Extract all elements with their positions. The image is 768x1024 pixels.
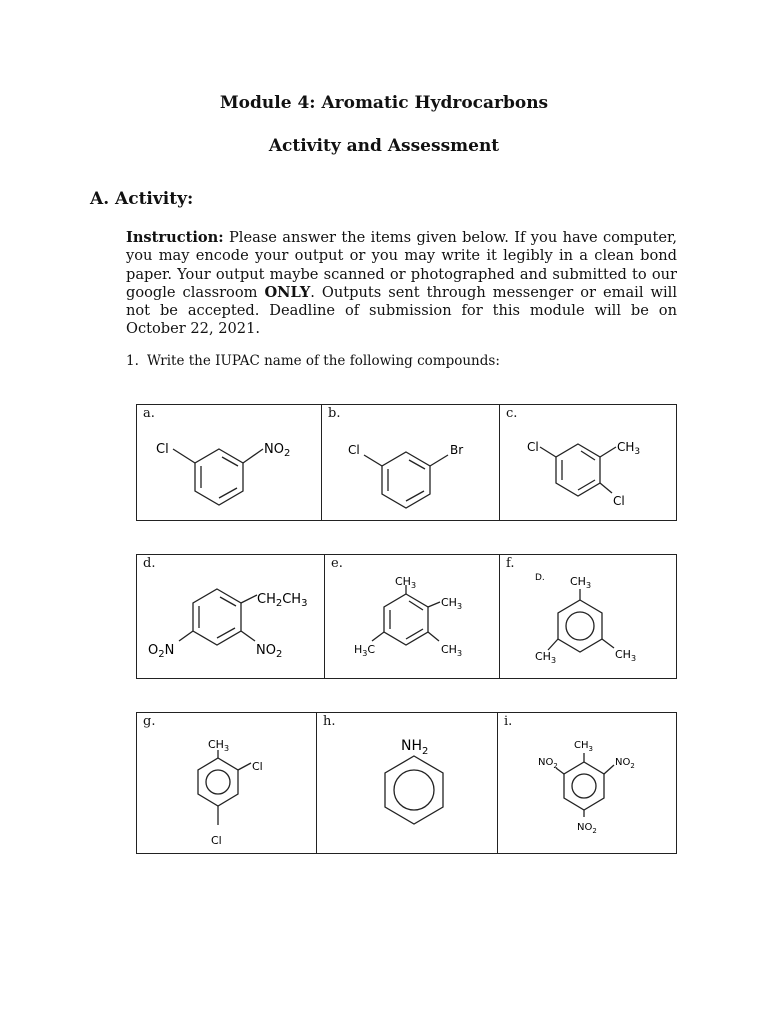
compound-cell-i [497,712,677,854]
section-heading: A. Activity: [90,189,194,209]
compound-label: g. [143,714,156,729]
group-label: $NO_2$ [615,757,635,770]
instruction-label: Instruction: [126,229,224,246]
group-label: $CH_3$ [617,440,641,457]
compound-row-2 [136,554,677,679]
structure-c [500,405,678,522]
group-label: $NO_2$ [256,643,283,660]
compound-label: a. [143,406,155,421]
group-label: $NO_2$ [264,442,291,459]
compound-row-1 [136,404,677,521]
structure-d [137,555,326,680]
group-label: Cl [348,443,360,457]
group-label: $CH_3$ [208,738,230,753]
compound-cell-b [321,404,500,521]
question-item [126,353,500,369]
instruction-text-2: . Outputs sent through messenger or email will not be accepted. Deadline of submission for this module will be on October 22, 2021. [126,283,677,338]
group-label: Br [450,443,464,457]
compound-label: d. [143,556,156,571]
group-label: Cl [211,834,222,847]
group-label: Cl [527,440,539,454]
module-title: Module 4: Aromatic Hydrocarbons [219,93,549,113]
instruction-text-1: Please answer the items given below. If you have computer, you may encode your output or you may write it legibly in a clean bond paper. Your output maybe scanned or photographed and submitted to our google classroom [126,229,677,301]
group-label: $CH_3$ [535,650,557,665]
structure-b [322,405,501,522]
compound-label: f. [506,556,515,571]
group-label: Cl [252,760,263,773]
group-label: Cl [613,494,625,508]
group-label: $CH_3$ [395,575,417,590]
structure-e [325,555,501,680]
instruction-emphasis: ONLY [264,283,311,301]
structure-g [137,713,318,855]
group-label: $CH_3$ [441,643,463,658]
compound-label: b. [328,406,341,421]
group-label: $CH_3$ [570,575,592,590]
structure-a [137,405,323,522]
group-label: $NH_2$ [401,738,429,757]
compound-cell-g [136,712,317,854]
group-label: $NO_2$ [577,822,597,835]
compound-cell-f [499,554,677,679]
compound-label: c. [506,406,518,421]
sub-label: D. [535,573,545,583]
group-label: $CH_2CH_3$ [257,592,308,609]
question-text: Write the IUPAC name of the following compounds: [147,353,500,369]
compound-cell-a [136,404,322,521]
compound-cell-h [316,712,498,854]
compound-cell-d [136,554,325,679]
instruction-paragraph [126,229,677,339]
module-subtitle: Activity and Assessment [268,136,500,156]
group-label: Cl [156,442,169,457]
compound-label: e. [331,556,343,571]
group-label: $O_2N$ [148,643,175,660]
compound-label: h. [323,714,336,729]
compound-cell-e [324,554,500,679]
group-label: $CH_3$ [441,596,463,611]
compound-cell-c [499,404,677,521]
structure-f [500,555,678,680]
group-label: $H_3C$ [354,643,376,658]
structure-h [317,713,499,855]
structure-i [498,713,678,855]
question-number: 1. [126,353,139,369]
group-label: $CH_3$ [574,740,593,753]
compound-row-3 [136,712,677,854]
compound-label: i. [504,714,513,729]
group-label: $CH_3$ [615,648,637,663]
group-label: $NO_2$ [538,757,558,770]
